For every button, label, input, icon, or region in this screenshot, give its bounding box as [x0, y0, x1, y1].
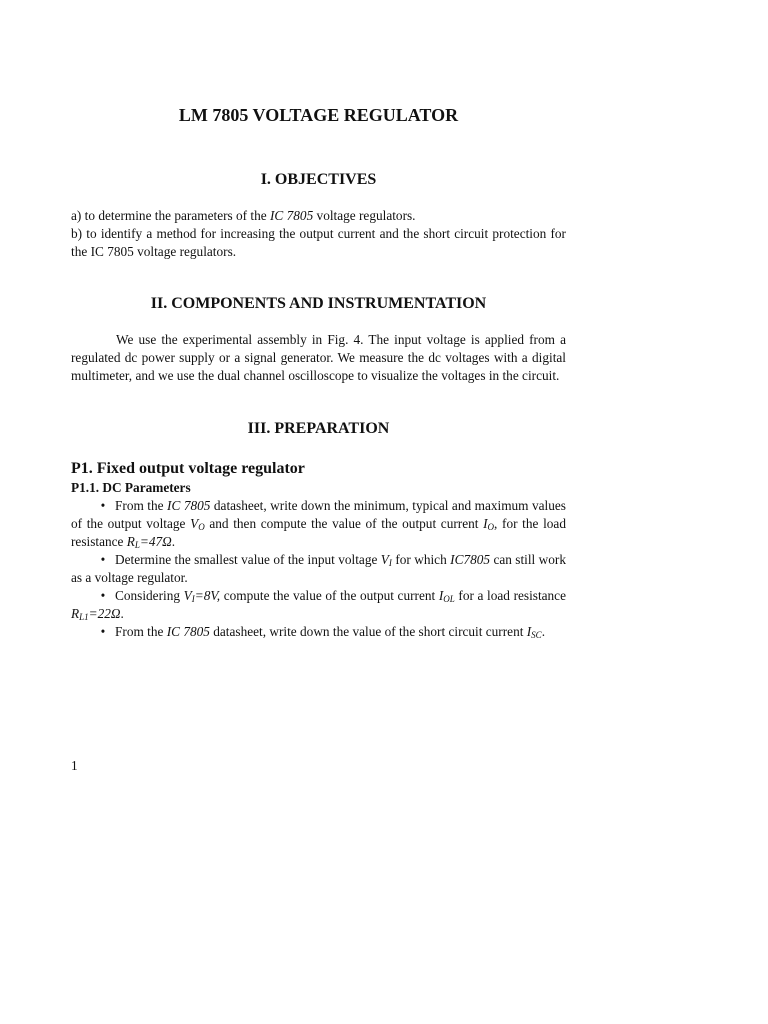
objectives-heading: I. OBJECTIVES: [260, 171, 377, 188]
bullet-icon: •: [100, 552, 106, 567]
list-item: • From the IC 7805 datasheet, write down the value of the short circuit current $I_{SC}$.: [71, 623, 566, 641]
p11-heading: P1.1. DC Parameters: [71, 480, 191, 495]
list-item: • Considering $V_I=8V$, compute the value of the output current $I_{OL}$ for a load resistance $R_{L1}=22\Omega$.: [71, 588, 566, 622]
list-item: • Determine the smallest value of the input voltage $V_I$ for which IC7805 can still work as a voltage regulator.: [71, 552, 566, 585]
components-paragraph: We use the experimental assembly in Fig. 4. The input voltage is applied from a regulated dc power supply or a signal generator. We measure the dc voltages with a digital multimeter, and we use the dual channel oscilloscope to visualize the voltages in the circuit.: [71, 332, 566, 383]
list-item: • From the IC 7805 datasheet, write down the minimum, typical and maximum values of the output voltage $V_O$ and then compute the value of the output current $I_O$, for the load resistance $R_L=47\Omega$.: [71, 498, 566, 550]
preparation-heading: III. PREPARATION: [247, 420, 390, 437]
bullet-icon: •: [100, 498, 106, 513]
objective-b: b) to identify a method for increasing the output current and the short circuit protection for the IC 7805 voltage regulators.: [71, 226, 566, 259]
objective-a: a) to determine the parameters of the IC 7805 voltage regulators.: [71, 208, 416, 223]
bullet-icon: •: [100, 588, 106, 603]
bullet-icon: •: [100, 624, 106, 639]
components-heading: II. COMPONENTS AND INSTRUMENTATION: [150, 295, 487, 312]
p1-heading: P1. Fixed output voltage regulator: [71, 460, 305, 477]
page-number: 1: [71, 758, 78, 773]
ic-name: IC 7805: [270, 208, 314, 223]
document-title: LM 7805 VOLTAGE REGULATOR: [178, 105, 459, 125]
dc-parameters-list: [71, 497, 566, 641]
